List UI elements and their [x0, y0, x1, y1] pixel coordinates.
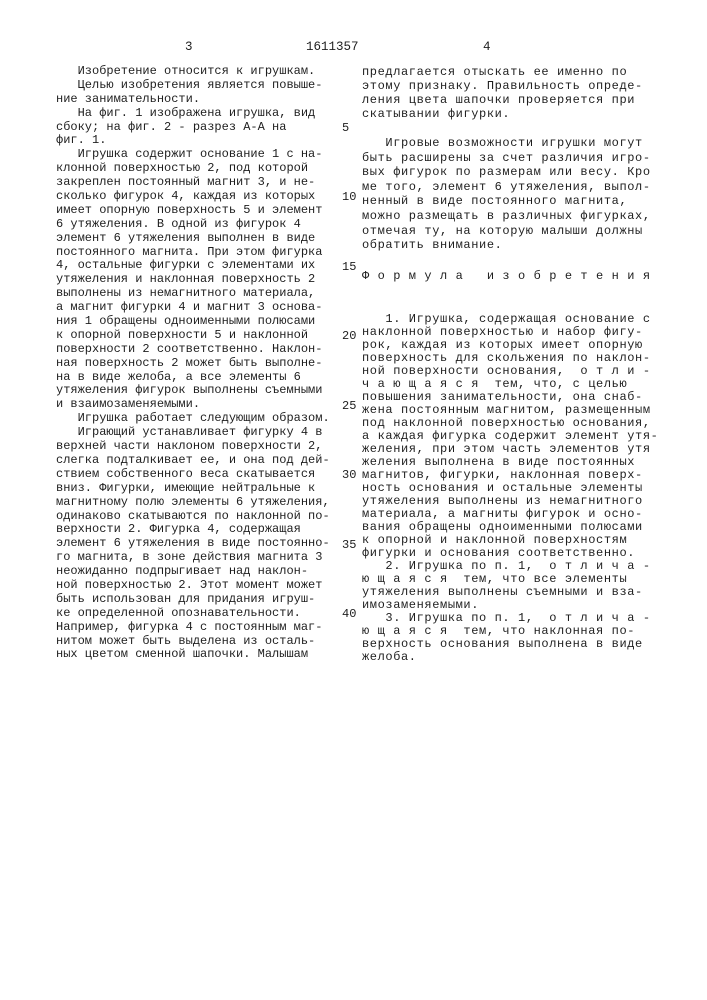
- text-line: 3. Игрушка по п. 1, о т л и ч а -: [362, 612, 658, 625]
- text-line: вания обращены одноименными полюсами: [362, 521, 658, 534]
- text-line: элемент 6 утяжеления выполнен в виде: [56, 232, 330, 246]
- text-line: слегка подталкивает ее, и она под дей-: [56, 454, 330, 468]
- text-line: закреплен постоянный магнит 3, и не-: [56, 176, 330, 190]
- text-line: желения выполнена в виде постоянных: [362, 456, 658, 469]
- text-line: ствием собственного веса скатывается: [56, 468, 330, 482]
- text-line: Игровые возможности игрушки могут: [362, 136, 651, 151]
- text-line: го магнита, в зоне действия магнита 3: [56, 551, 330, 565]
- text-line: ч а ю щ а я с я тем, что, с целью: [362, 378, 658, 391]
- text-line: ной поверхностью 2. Этот момент может: [56, 579, 330, 593]
- text-line: сколько фигурок 4, каждая из которых: [56, 190, 330, 204]
- text-line: фиг. 1.: [56, 134, 330, 148]
- text-line: ке определенной опознавательности.: [56, 607, 330, 621]
- text-line: Например, фигурка 4 с постоянным маг-: [56, 621, 330, 635]
- text-line: поверхность для скольжения по наклон-: [362, 352, 658, 365]
- line-number: 5: [342, 121, 349, 135]
- text-line: наклонной поверхностью и набор фигу-: [362, 326, 658, 339]
- text-line: Игрушка содержит основание 1 с на-: [56, 148, 330, 162]
- text-line: верхней части наклоном поверхности 2,: [56, 440, 330, 454]
- text-line: вых фигурок по размерам или весу. Кро: [362, 165, 651, 180]
- text-line: поверхности 2 соответственно. Наклон-: [56, 343, 330, 357]
- line-number: 25: [342, 399, 356, 413]
- text-line: ю щ а я с я тем, что наклонная по-: [362, 625, 658, 638]
- text-line: постоянного магнита. При этом фигурка: [56, 246, 330, 260]
- text-line: можно размещать в различных фигурках,: [362, 209, 651, 224]
- text-line: ния 1 обращены одноименными полюсами: [56, 315, 330, 329]
- text-line: Целью изобретения является повыше-: [56, 79, 330, 93]
- text-line: материала, а магниты фигурок и осно-: [362, 508, 658, 521]
- text-line: повышения занимательности, она снаб-: [362, 391, 658, 404]
- text-line: отмечая ту, на которую малыши должны: [362, 224, 651, 239]
- text-line: утяжеления фигурок выполнены съемными: [56, 384, 330, 398]
- text-line: быть использован для придания игруш-: [56, 593, 330, 607]
- line-number: 35: [342, 538, 356, 552]
- left-column-text: [56, 65, 330, 662]
- text-line: 6 утяжеления. В одной из фигурок 4: [56, 218, 330, 232]
- text-line: жена постоянным магнитом, размещенным: [362, 404, 658, 417]
- text-line: вниз. Фигурки, имеющие нейтральные к: [56, 482, 330, 496]
- line-number: 20: [342, 329, 356, 343]
- text-line: ю щ а я с я тем, что все элементы: [362, 573, 658, 586]
- text-line: магнитов, фигурки, наклонная поверх-: [362, 469, 658, 482]
- text-line: ления цвета шапочки проверяется при: [362, 93, 643, 107]
- text-line: быть расширены за счет различия игро-: [362, 151, 651, 166]
- right-column-paragraph-2: [362, 136, 651, 253]
- text-line: ных цветом сменной шапочки. Малышам: [56, 648, 330, 662]
- text-line: ние занимательности.: [56, 93, 330, 107]
- text-line: Играющий устанавливает фигурку 4 в: [56, 426, 330, 440]
- text-line: а магнит фигурки 4 и магнит 3 основа-: [56, 301, 330, 315]
- text-line: верхности 2. Фигурка 4, содержащая: [56, 523, 330, 537]
- text-line: к опорной поверхности 5 и наклонной: [56, 329, 330, 343]
- text-line: обратить внимание.: [362, 238, 651, 253]
- text-line: под наклонной поверхностью основания,: [362, 417, 658, 430]
- text-line: желения, при этом часть элементов утя: [362, 443, 658, 456]
- text-line: утяжеления выполнены из немагнитного: [362, 495, 658, 508]
- text-line: а каждая фигурка содержит элемент утя-: [362, 430, 658, 443]
- patent-number: 1611357: [306, 40, 359, 54]
- text-line: Игрушка работает следующим образом.: [56, 412, 330, 426]
- text-line: на в виде желоба, а все элементы 6: [56, 371, 330, 385]
- line-number: 10: [342, 190, 356, 204]
- text-line: ме того, элемент 6 утяжеления, выпол-: [362, 180, 651, 195]
- text-line: Изобретение относится к игрушкам.: [56, 65, 330, 79]
- text-line: магнитному полю элементы 6 утяжеления,: [56, 496, 330, 510]
- page-number-left: 3: [185, 40, 193, 54]
- text-line: верхность основания выполнена в виде: [362, 638, 658, 651]
- text-line: ной поверхности основания, о т л и -: [362, 365, 658, 378]
- text-line: выполнены из немагнитного материала,: [56, 287, 330, 301]
- text-line: к опорной и наклонной поверхностям: [362, 534, 658, 547]
- text-line: 1. Игрушка, содержащая основание с: [362, 313, 658, 326]
- text-line: рок, каждая из которых имеет опорную: [362, 339, 658, 352]
- text-line: элемент 6 утяжеления в виде постоянно-: [56, 537, 330, 551]
- line-number: 40: [342, 607, 356, 621]
- text-line: имеет опорную поверхность 5 и элемент: [56, 204, 330, 218]
- text-line: 4, остальные фигурки с элементами их: [56, 259, 330, 273]
- text-line: сбоку; на фиг. 2 - разрез А-А на: [56, 121, 330, 135]
- text-line: этому признаку. Правильность опреде-: [362, 79, 643, 93]
- page-number-right: 4: [483, 40, 491, 54]
- text-line: На фиг. 1 изображена игрушка, вид: [56, 107, 330, 121]
- text-line: 2. Игрушка по п. 1, о т л и ч а -: [362, 560, 658, 573]
- text-line: ная поверхность 2 может быть выполне-: [56, 357, 330, 371]
- text-line: одинаково скатываются по наклонной по-: [56, 510, 330, 524]
- text-line: предлагается отыскать ее именно по: [362, 65, 643, 79]
- text-line: скатывании фигурки.: [362, 107, 643, 121]
- line-number: 30: [342, 468, 356, 482]
- text-line: утяжеления и наклонная поверхность 2: [56, 273, 330, 287]
- text-line: неожиданно подпрыгивает над наклон-: [56, 565, 330, 579]
- text-line: и взаимозаменяемыми.: [56, 398, 330, 412]
- right-column-paragraph-1: [362, 65, 643, 121]
- text-line: ненный в виде постоянного магнита,: [362, 194, 651, 209]
- text-line: желоба.: [362, 651, 658, 664]
- text-line: ность основания и остальные элементы: [362, 482, 658, 495]
- text-line: утяжеления выполнены съемными и вза-: [362, 586, 658, 599]
- text-line: нитом может быть выделена из осталь-: [56, 635, 330, 649]
- text-line: имозаменяемыми.: [362, 599, 658, 612]
- claims-text: [362, 313, 658, 664]
- text-line: клонной поверхностью 2, под которой: [56, 162, 330, 176]
- claims-heading: Ф о р м у л а и з о б р е т е н и я: [362, 269, 651, 283]
- line-number: 15: [342, 260, 356, 274]
- text-line: фигурки и основания соответственно.: [362, 547, 658, 560]
